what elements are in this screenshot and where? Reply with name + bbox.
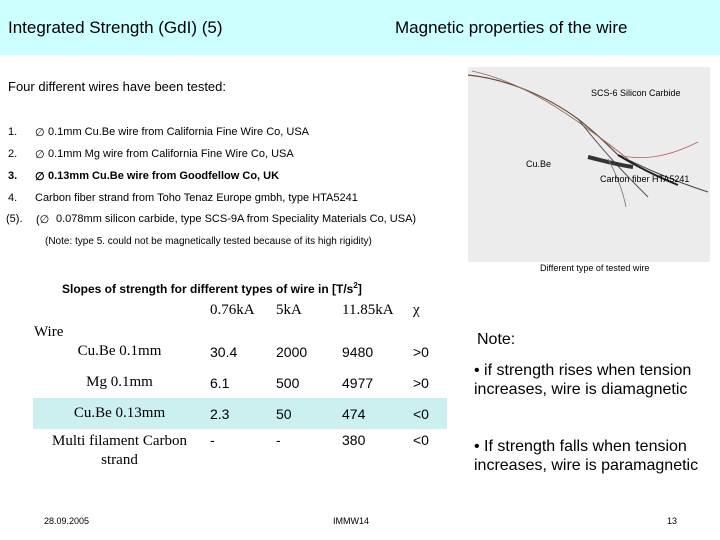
table-row	[33, 367, 447, 398]
item-text: 0.078mm silicon carbide, type SCS-9A from Speciality Materials Co, USA)	[56, 213, 417, 225]
slide-title-right: Magnetic properties of the wire	[395, 18, 628, 37]
diameter-symbol: ∅	[35, 171, 45, 183]
value-cell: 2.3	[206, 398, 272, 429]
wire-name: Multi filament Carbon strand	[52, 433, 187, 468]
value-cell: >0	[413, 374, 429, 391]
note-bullet-paramagnetic: • If strength falls when tension increases, wire is paramagnetic	[474, 438, 699, 474]
value-cell: 4977	[342, 374, 374, 391]
footer-date: 28.09.2005	[44, 516, 90, 526]
slide-header	[0, 0, 720, 55]
value-cell: 380	[342, 432, 366, 448]
item-number: 4.	[8, 192, 18, 204]
item-number: 1.	[8, 126, 18, 138]
note-title: Note:	[477, 331, 516, 348]
slopes-table	[33, 302, 447, 473]
wire-name: Cu.Be 0.1mm	[77, 343, 162, 359]
row-header-label: Wire	[34, 324, 64, 340]
photo-label-carbon-fiber: Carbon fiber HTA5241	[600, 174, 690, 184]
value-cell: 30.4	[210, 343, 238, 360]
item-text: Carbon fiber strand from Toho Tenaz Europe gmbh, type HTA5241	[35, 192, 358, 204]
table-row	[33, 336, 447, 367]
wire-name: Cu.Be 0.13mm	[33, 398, 206, 429]
item-number: 3.	[8, 170, 18, 182]
wire-name: Mg 0.1mm	[86, 374, 153, 390]
item-text: 0.1mm Mg wire from California Fine Wire Co, USA	[48, 148, 294, 160]
value-cell: -	[276, 432, 281, 448]
note-bullet-diamagnetic: • if strength rises when tension increases, wire is diamagnetic	[474, 362, 692, 398]
rigidity-note: (Note: type 5. could not be magnetically tested because of its high rigidity)	[45, 236, 372, 247]
item-text: 0.13mm Cu.Be wire from Goodfellow Co, UK	[48, 170, 280, 182]
footer-page-number: 13	[667, 516, 678, 526]
col-header-076ka: 0.76kA	[210, 302, 255, 318]
value-cell: -	[210, 432, 215, 448]
footer-center: IMMW14	[333, 516, 369, 526]
col-header-chi: χ	[413, 302, 420, 318]
wire-photo	[468, 67, 710, 262]
photo-label-cube: Cu.Be	[526, 159, 552, 169]
value-cell: >0	[413, 343, 429, 360]
item-number: (5).	[6, 213, 23, 225]
photo-label-silicon-carbide: SCS-6 Silicon Carbide	[591, 88, 681, 98]
value-cell: <0	[409, 398, 447, 429]
item-number: 2.	[8, 148, 18, 160]
slide-title-left: Integrated Strength (GdI) (5)	[8, 18, 223, 37]
diameter-symbol: ∅	[35, 149, 45, 161]
col-header-1185ka: 11.85kA	[342, 302, 394, 318]
diameter-symbol: (∅	[36, 214, 50, 226]
value-cell: 474	[338, 398, 409, 429]
value-cell: <0	[413, 432, 429, 448]
value-cell: 500	[276, 374, 300, 391]
table-title: Slopes of strength for different types of wire in $[T/s^2]$	[62, 281, 362, 296]
item-text: 0.1mm Cu.Be wire from California Fine Wire Co, USA	[48, 126, 310, 138]
value-cell: 9480	[342, 343, 374, 360]
table-row	[33, 429, 447, 473]
col-header-5ka: 5kA	[276, 302, 302, 318]
photo-caption: Different type of tested wire	[540, 263, 650, 273]
intro-text: Four different wires have been tested:	[8, 79, 226, 94]
diameter-symbol: ∅	[35, 127, 45, 139]
table-row-highlighted	[33, 398, 447, 429]
value-cell: 6.1	[210, 374, 230, 391]
value-cell: 2000	[276, 343, 308, 360]
value-cell: 50	[272, 398, 338, 429]
table-header-row	[33, 302, 447, 336]
